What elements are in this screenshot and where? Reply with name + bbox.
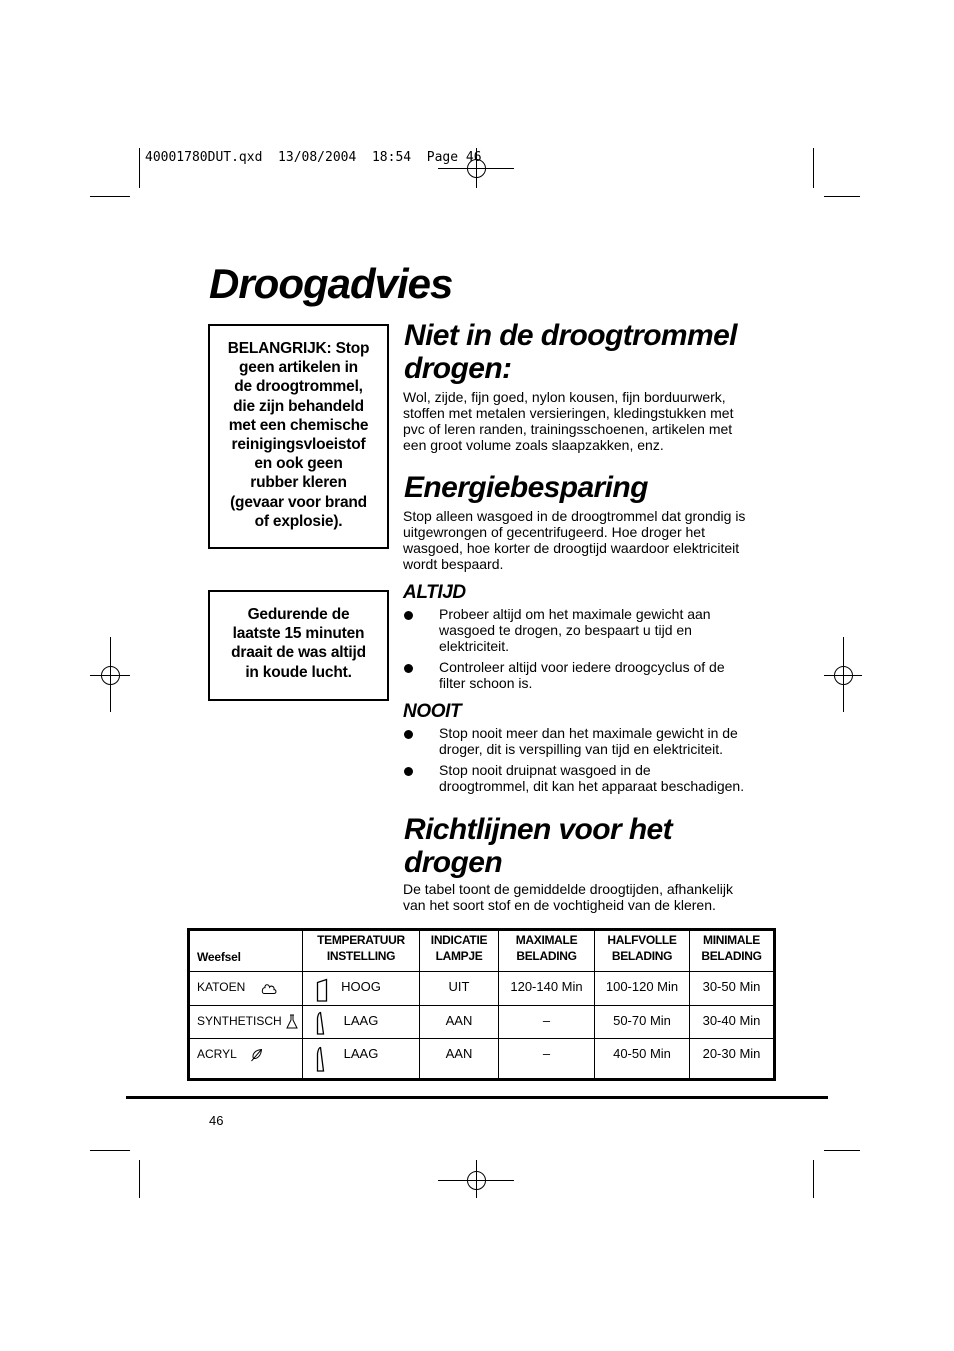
table-cell-temperature (303, 1039, 420, 1078)
fabric-label: KATOEN (197, 980, 246, 994)
crop-mark-bottom-left (90, 1151, 140, 1199)
warning-box (208, 324, 389, 549)
header-min-load: MINIMALE BELADING (690, 931, 773, 972)
synthetic-flask-icon (286, 1014, 298, 1029)
bullet-icon (404, 767, 413, 776)
registration-mark-left (90, 637, 130, 712)
crop-mark-top-left (90, 148, 140, 197)
table-cell-temperature (303, 972, 420, 1006)
header-max-load: MAXIMALE BELADING (499, 931, 595, 972)
section-heading-not-tumble-dry: Niet in de droogtrommel drogen: (404, 319, 737, 385)
table-cell-indicator: AAN (420, 1006, 499, 1039)
list-item: Probeer altijd om het maximale gewicht aan wasgoed te drogen, zo bespaart u tijd en elektriciteit. (439, 606, 711, 654)
table-cell-max-load: – (499, 1039, 595, 1078)
table-cell-min-load: 20-30 Min (702, 1046, 761, 1061)
energy-saving-text: Stop alleen wasgoed in de droogtrommel dat grondig is uitgewrongen of gecentrifugeerd. Hoe droger het wasgoed, hoe korter de droogtijd waardoor elektriciteit wordt bespaard. (403, 508, 746, 572)
list-item: Stop nooit druipnat wasgoed in de droogtrommel, dit kan het apparaat beschadigen. (439, 762, 745, 794)
low-heat-icon (316, 1046, 325, 1072)
footer-rule (126, 1096, 828, 1099)
crop-mark-top-right (814, 148, 861, 197)
temperature-label: HOOG (341, 979, 381, 994)
tip-text: Gedurende de laatste 15 minuten draait de was altijd in koude lucht. (231, 606, 366, 681)
bullet-icon (404, 730, 413, 739)
table-cell-temperature (303, 1006, 420, 1039)
fabric-label: SYNTHETISCH (197, 1014, 282, 1028)
header-half-load: HALFVOLLE BELADING (595, 931, 690, 972)
table-cell-min-load: 30-40 Min (690, 1006, 773, 1039)
list-item: Controleer altijd voor iedere droogcyclus of de filter schoon is. (439, 659, 725, 691)
bullet-icon (404, 611, 413, 620)
section-heading-guidelines: Richtlijnen voor het drogen (404, 813, 673, 879)
registration-mark-right (824, 637, 862, 712)
table-cell-half-load: 50-70 Min (595, 1006, 690, 1039)
table-cell-fabric (190, 1039, 303, 1078)
table-cell-half-load: 100-120 Min (595, 972, 690, 1006)
table-cell-fabric (190, 972, 303, 1006)
table-cell-fabric (190, 1006, 303, 1039)
drying-times-table (187, 928, 776, 1081)
table-cell-max-load: 120-140 Min (499, 972, 595, 1006)
acrylic-leaf-icon (250, 1048, 263, 1062)
table-cell-max-load: – (499, 1006, 595, 1039)
temperature-label: LAAG (343, 1046, 379, 1061)
table-cell-indicator: UIT (420, 972, 499, 1006)
tip-box (208, 590, 389, 701)
header-indicator: INDICATIE LAMPJE (420, 931, 499, 972)
temperature-label: LAAG (343, 1013, 379, 1028)
bullet-icon (404, 664, 413, 673)
table-cell-min-load: 30-50 Min (690, 972, 773, 1006)
cotton-icon (261, 981, 277, 995)
table-cell-indicator: AAN (420, 1039, 499, 1078)
not-tumble-dry-text: Wol, zijde, fijn goed, nylon kousen, fijn borduurwerk, stoffen met metalen versieringen, kledingstukken met pvc of leren randen, trainingsschoenen, artikelen met een groot volume zoals slaapzakken, enz. (403, 389, 734, 453)
header-temperature: TEMPERATUUR INSTELLING (303, 931, 420, 972)
table-cell-half-load: 40-50 Min (595, 1039, 690, 1078)
list-item: Stop nooit meer dan het maximale gewicht in de droger, dit is verspilling van tijd en elektriciteit. (439, 725, 738, 757)
subheading-always: ALTIJD (403, 582, 466, 603)
section-heading-energy-saving: Energiebesparing (404, 471, 648, 504)
crop-mark-bottom-right (814, 1151, 861, 1199)
high-heat-icon (316, 978, 328, 1002)
guidelines-text: De tabel toont de gemiddelde droogtijden, afhankelijk van het soort stof en de vochtigheid van de kleren. (403, 881, 734, 913)
fabric-label: ACRYL (197, 1047, 237, 1061)
header-fabric: Weefsel (190, 931, 303, 972)
print-slug: 40001780DUT.qxd 13/08/2004 18:54 Page 46 (145, 150, 482, 165)
low-heat-icon (316, 1011, 325, 1035)
page-number: 46 (209, 1113, 224, 1128)
warning-text: BELANGRIJK: Stop geen artikelen in de droogtrommel, die zijn behandeld met een chemische reinigingsvloeistof en ook geen rubber kleren (gevaar voor brand of explosie). (227, 340, 370, 530)
registration-mark-bottom (438, 1160, 514, 1198)
page-title: Droogadvies (209, 260, 453, 307)
subheading-never: NOOIT (403, 701, 462, 722)
